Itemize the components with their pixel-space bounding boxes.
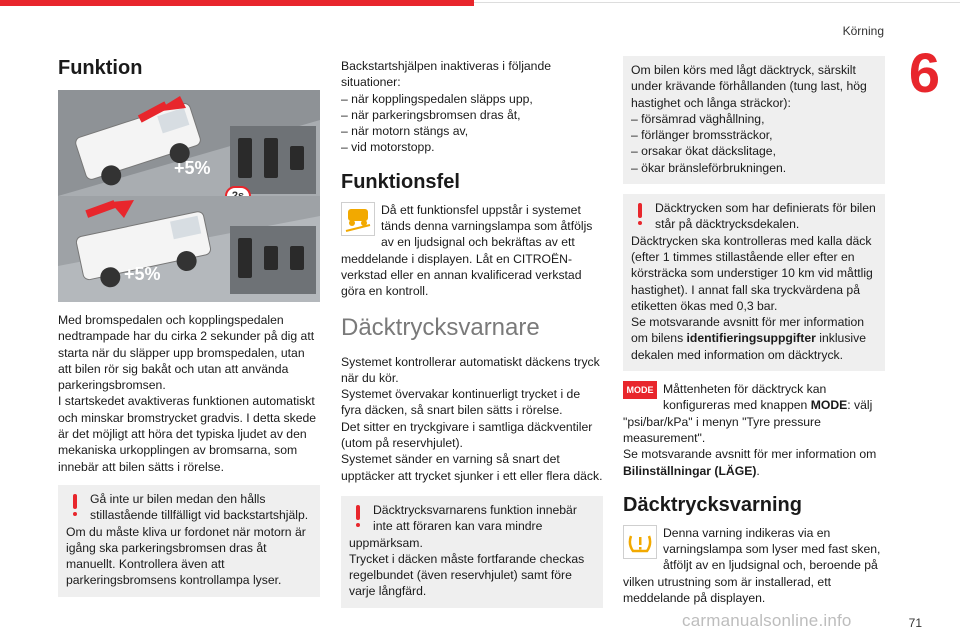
low-pressure-text: Om bilen körs med lågt däcktryck, särskilt under krävande förhållanden (tung last, hög hastighet och långa sträckor): – försämrad väghållning, – förlänger bromssträckor, – orsakar ökat däckslitage, – ökar bränsleförbrukningen. (631, 63, 867, 175)
chapter-number: 6 (908, 41, 940, 104)
exclamation-icon (64, 493, 86, 519)
warning-note-text: Gå inte ur bilen medan den hålls stillastående tillfälligt vid backstartshjälp. Om du måste kliva ur fordonet när motorn är igång ska parkeringsbromsen dras åt manuellt. Kontrollera även att parkeringsbromsens kontrollampa lyser. (66, 491, 309, 588)
column-1 (58, 56, 320, 607)
tyre-pressure-warning-icon (623, 525, 657, 559)
slope-percent-top: +5% (174, 158, 211, 178)
watermark: carmanualsonline.info (682, 611, 852, 630)
pedal-icon (264, 246, 278, 270)
mode-button-icon: MODE (623, 381, 657, 399)
mode-text: Måttenheten för däcktryck kan konfigureras med knappen MODE: välj "psi/bar/kPa" i menyn "Tyre pressure measurement". Se motsvarande avsnitt för mer information om Bilinställningar (LÄGE). (623, 382, 877, 478)
column-3 (623, 56, 885, 606)
chapter-color-bar (0, 0, 474, 6)
deactivation-list: Backstartshjälpen inaktiveras i följande situationer: – när kopplingspedalen släpps upp, – när parkeringsbromsen dras åt, – när motorn stängs av, – vid motorstopp. (341, 59, 552, 155)
section-title-dacktrycksvarning: Däcktrycksvarning (623, 493, 802, 516)
warning-note-hill-start (58, 485, 320, 597)
pedal-panel-top (230, 126, 316, 194)
warning-note-tpms-text: Däcktrycksvarnarens funktion innebär inte att föraren kan vara mindre uppmärksam. Trycket i däcken måste fortfarande checkas regelbundet (även reservhjulet) samt före varje långfärd. (349, 502, 585, 599)
pedal-icon (290, 246, 304, 270)
slope-percent-bottom: +5% (124, 264, 161, 284)
pedal-panel-bottom (230, 226, 316, 294)
section-title-funktion: Funktion (58, 57, 143, 79)
section-title-dacktrycksvarnare: Däcktrycksvarnare (341, 313, 540, 341)
header-rule (474, 2, 960, 3)
pedal-icon (290, 146, 304, 170)
section-title-funktionsfel: Funktionsfel (341, 170, 460, 193)
exclamation-icon (347, 504, 369, 530)
pedal-icon (238, 138, 252, 178)
tyre-warning-text: Denna varning indikeras via en varningslampa som lyser med fast sken, åtföljt av en ljudsignal och, beroende på vilken utrustning som är installerad, ett meddelande på displayen. (623, 525, 881, 606)
chapter-title: Körning (842, 24, 884, 38)
hill-assist-warning-icon (341, 202, 375, 236)
pedal-icon (238, 238, 252, 278)
pressures-text: Däcktrycken som har definierats för bilen står på däcktrycksdekalen. Däcktrycken ska kontrolleras med kalla däck (efter 1 timmes stillastående eller efter en körsträcka som understiger 10 km vid måttlig hastighet). I annat fall ska tryckvärdena på etiketten ökas med 0,3 bar. Se motsvarande avsnitt för mer information om bilens identifieringsuppgifter inklusive dekalen med information om däcktryck. (631, 201, 876, 362)
hill-start-illustration (58, 90, 320, 302)
fault-text: Då ett funktionsfel uppstår i systemet tänds denna varningslampa som åtföljs av en ljudsignal och bekräftas av ett meddelande i displayen. Låt en CITROËN-verkstad eller en annan kvalificerad verkstad göra en kontroll. (341, 202, 593, 299)
mode-paragraph (623, 381, 885, 479)
fault-paragraph (341, 202, 603, 300)
warning-note-pressures (623, 194, 885, 371)
warning-note-tpms (341, 496, 603, 608)
page-number: 71 (908, 616, 922, 630)
funktion-body: Med bromspedalen och kopplingspedalen nedtrampade har du cirka 2 sekunder på dig att starta när du släpper upp bromspedalen, utan att bilen rör sig bakåt och utan att använda parkeringsbromsen. I startskedet avaktiveras funktionen automatiskt och minskar bromstrycket gradvis. I detta skede är det möjligt att höra det typiska ljudet av den mekaniska urkopplingen av bromsarna, som innebär att bilen sätts i rörelse. (58, 313, 317, 474)
exclamation-icon (629, 202, 651, 228)
tpms-body: Systemet kontrollerar automatiskt däckens tryck när du kör. Systemet övervakar kontinuerligt trycket i de fyra däcken, så snart bilen sätts i rörelse. Det sitter en tryckgivare i samtliga däckventiler (utom på reservhjulet). Systemet sänder en varning så snart det upptäcker att trycket sjunker i ett eller flera däck. (341, 354, 603, 483)
pedal-icon (264, 138, 278, 178)
info-note-low-pressure (623, 56, 885, 184)
tyre-warning-paragraph (623, 525, 885, 606)
column-2 (341, 56, 603, 618)
